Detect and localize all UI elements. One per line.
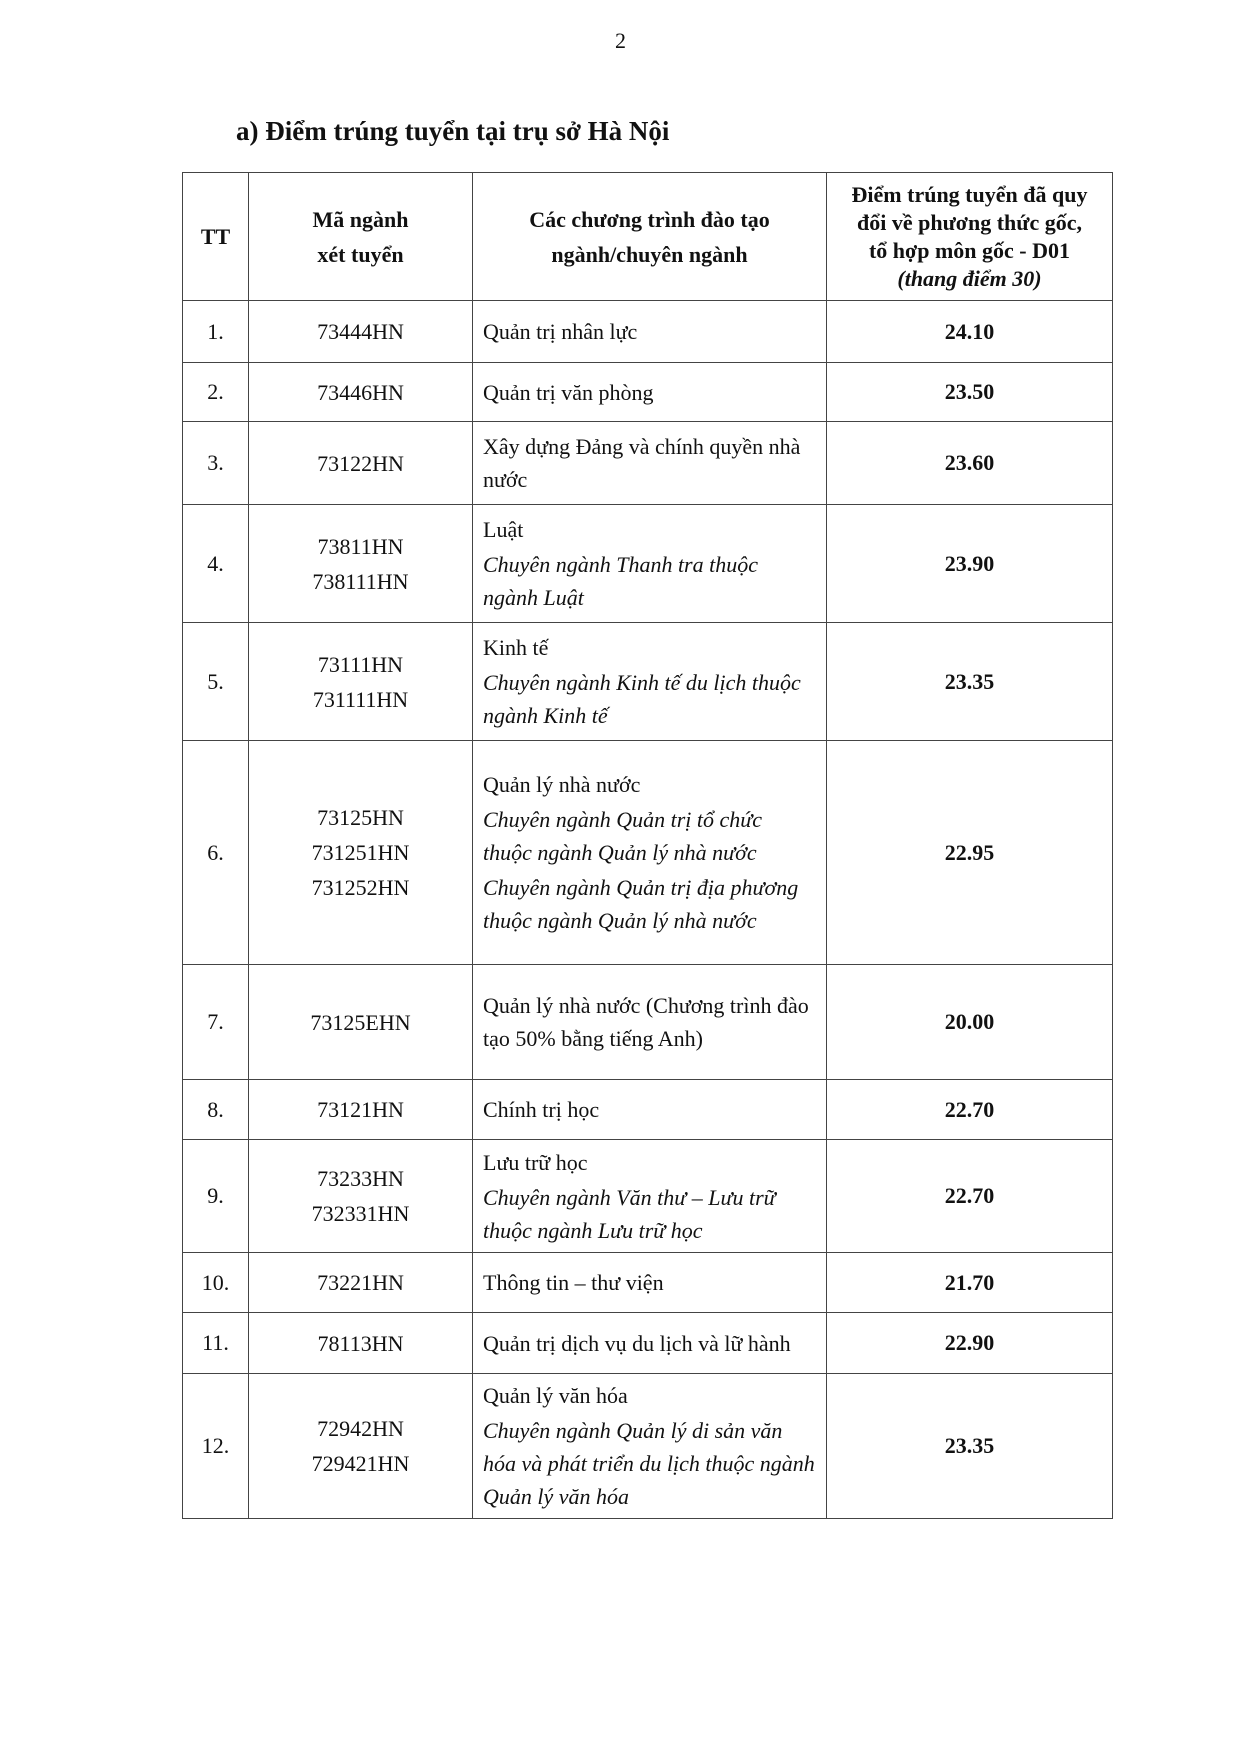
program-name: Quản trị nhân lực bbox=[483, 319, 638, 344]
row-program bbox=[473, 301, 827, 363]
section-title: a) Điểm trúng tuyển tại trụ sở Hà Nội bbox=[236, 116, 670, 146]
table-row bbox=[183, 1080, 1113, 1140]
major-code: 73811HN bbox=[317, 533, 404, 559]
row-tt: 2. bbox=[183, 363, 249, 422]
table-header-row bbox=[183, 173, 1113, 301]
major-code: 72942HN bbox=[317, 1416, 404, 1441]
header-score-line2: đổi về phương thức gốc, bbox=[857, 209, 1082, 235]
program-name: Quản trị dịch vụ du lịch và lữ hành bbox=[483, 1330, 791, 1356]
header-score-note: (thang điểm 30) bbox=[897, 265, 1042, 291]
row-score: 24.10 bbox=[827, 301, 1113, 363]
table-row bbox=[183, 1140, 1113, 1253]
row-codes bbox=[249, 741, 473, 965]
row-tt: 4. bbox=[183, 505, 249, 623]
major-code: 73446HN bbox=[317, 379, 404, 405]
program-name: Thông tin – thư viện bbox=[483, 1270, 664, 1295]
row-tt: 1. bbox=[183, 301, 249, 363]
specialization-name: Chuyên ngành Quản trị địa phương thuộc ngành Quản lý nhà nước bbox=[483, 875, 799, 933]
table-row bbox=[183, 1313, 1113, 1374]
row-program bbox=[473, 965, 827, 1080]
specialization-name: Chuyên ngành Quản lý di sản văn hóa và phát triển du lịch thuộc ngành Quản lý văn hóa bbox=[483, 1418, 815, 1509]
major-code: 73221HN bbox=[317, 1270, 404, 1295]
program-name: Quản lý nhà nước bbox=[483, 772, 641, 797]
header-tt: TT bbox=[183, 173, 249, 301]
row-codes bbox=[249, 623, 473, 741]
table-row bbox=[183, 965, 1113, 1080]
major-code: 731111HN bbox=[312, 686, 409, 712]
row-tt: 9. bbox=[183, 1140, 249, 1253]
major-code: 73122HN bbox=[317, 450, 404, 476]
header-score-line3: tổ hợp môn gốc - D01 bbox=[868, 237, 1071, 263]
row-score: 23.35 bbox=[827, 623, 1113, 741]
table-row bbox=[183, 623, 1113, 741]
specialization-name: Chuyên ngành Thanh tra thuộc ngành Luật bbox=[483, 552, 758, 610]
specialization-name: Chuyên ngành Kinh tế du lịch thuộc ngành Kinh tế bbox=[483, 670, 801, 728]
row-codes bbox=[249, 1313, 473, 1374]
header-program bbox=[473, 173, 827, 301]
row-codes bbox=[249, 422, 473, 505]
row-program bbox=[473, 505, 827, 623]
header-program-line2: ngành/chuyên ngành bbox=[551, 241, 748, 267]
table-row bbox=[183, 363, 1113, 422]
specialization-name: Chuyên ngành Văn thư – Lưu trữ thuộc ngành Lưu trữ học bbox=[483, 1184, 776, 1243]
row-codes bbox=[249, 1374, 473, 1519]
row-tt: 5. bbox=[183, 623, 249, 741]
table-body bbox=[183, 301, 1113, 1519]
row-codes bbox=[249, 301, 473, 363]
table-row bbox=[183, 422, 1113, 505]
header-score-line1: Điểm trúng tuyển đã quy bbox=[851, 181, 1088, 207]
row-score: 23.35 bbox=[827, 1374, 1113, 1519]
header-code-line2: xét tuyển bbox=[317, 241, 404, 267]
major-code: 73233HN bbox=[317, 1166, 404, 1191]
major-code: 731251HN bbox=[311, 840, 410, 865]
program-name: Xây dựng Đảng và chính quyền nhà nước bbox=[483, 434, 801, 492]
program-name: Quản lý nhà nước (Chương trình đào tạo 50% bằng tiếng Anh) bbox=[483, 993, 809, 1051]
row-score: 20.00 bbox=[827, 965, 1113, 1080]
major-code: 731252HN bbox=[311, 875, 410, 900]
major-code: 73111HN bbox=[317, 651, 404, 677]
header-program-line1: Các chương trình đào tạo bbox=[529, 206, 770, 232]
row-score: 22.90 bbox=[827, 1313, 1113, 1374]
row-program bbox=[473, 422, 827, 505]
program-name: Quản lý văn hóa bbox=[483, 1383, 628, 1408]
row-codes bbox=[249, 1080, 473, 1140]
row-program bbox=[473, 1313, 827, 1374]
row-tt: 3. bbox=[183, 422, 249, 505]
program-name: Kinh tế bbox=[483, 635, 549, 660]
specialization-name: Chuyên ngành Quản trị tổ chức thuộc ngành Quản lý nhà nước bbox=[483, 807, 763, 865]
header-code bbox=[249, 173, 473, 301]
row-codes bbox=[249, 965, 473, 1080]
header-score bbox=[827, 173, 1113, 301]
row-tt: 8. bbox=[183, 1080, 249, 1140]
row-codes bbox=[249, 363, 473, 422]
row-score: 23.60 bbox=[827, 422, 1113, 505]
row-codes bbox=[249, 1140, 473, 1253]
row-codes bbox=[249, 1253, 473, 1313]
row-program bbox=[473, 363, 827, 422]
header-code-line1: Mã ngành bbox=[312, 206, 409, 232]
row-tt: 12. bbox=[183, 1374, 249, 1519]
major-code: 732331HN bbox=[311, 1201, 410, 1226]
major-code: 73125EHN bbox=[310, 1009, 411, 1035]
row-score: 22.70 bbox=[827, 1080, 1113, 1140]
row-program bbox=[473, 1140, 827, 1253]
row-score: 22.70 bbox=[827, 1140, 1113, 1253]
table-row bbox=[183, 1253, 1113, 1313]
row-tt: 11. bbox=[183, 1313, 249, 1374]
row-program bbox=[473, 1080, 827, 1140]
program-name: Luật bbox=[483, 517, 524, 542]
row-program bbox=[473, 623, 827, 741]
major-code: 738111HN bbox=[312, 568, 409, 594]
row-tt: 7. bbox=[183, 965, 249, 1080]
page-number: 2 bbox=[615, 28, 626, 53]
row-program bbox=[473, 1374, 827, 1519]
program-name: Chính trị học bbox=[483, 1097, 600, 1122]
row-score: 23.50 bbox=[827, 363, 1113, 422]
table-row bbox=[183, 301, 1113, 363]
major-code: 729421HN bbox=[311, 1451, 410, 1476]
row-program bbox=[473, 1253, 827, 1313]
row-tt: 6. bbox=[183, 741, 249, 965]
row-tt: 10. bbox=[183, 1253, 249, 1313]
table-row bbox=[183, 505, 1113, 623]
row-program bbox=[473, 741, 827, 965]
major-code: 73121HN bbox=[317, 1097, 404, 1122]
row-score: 21.70 bbox=[827, 1253, 1113, 1313]
table-row bbox=[183, 1374, 1113, 1519]
program-name: Quản trị văn phòng bbox=[483, 379, 654, 405]
row-score: 22.95 bbox=[827, 741, 1113, 965]
table-row bbox=[183, 741, 1113, 965]
major-code: 73444HN bbox=[317, 319, 404, 344]
row-codes bbox=[249, 505, 473, 623]
major-code: 73125HN bbox=[317, 805, 404, 830]
program-name: Lưu trữ học bbox=[483, 1149, 588, 1175]
major-code: 78113HN bbox=[317, 1330, 404, 1356]
admission-score-table bbox=[182, 172, 1113, 1519]
row-score: 23.90 bbox=[827, 505, 1113, 623]
